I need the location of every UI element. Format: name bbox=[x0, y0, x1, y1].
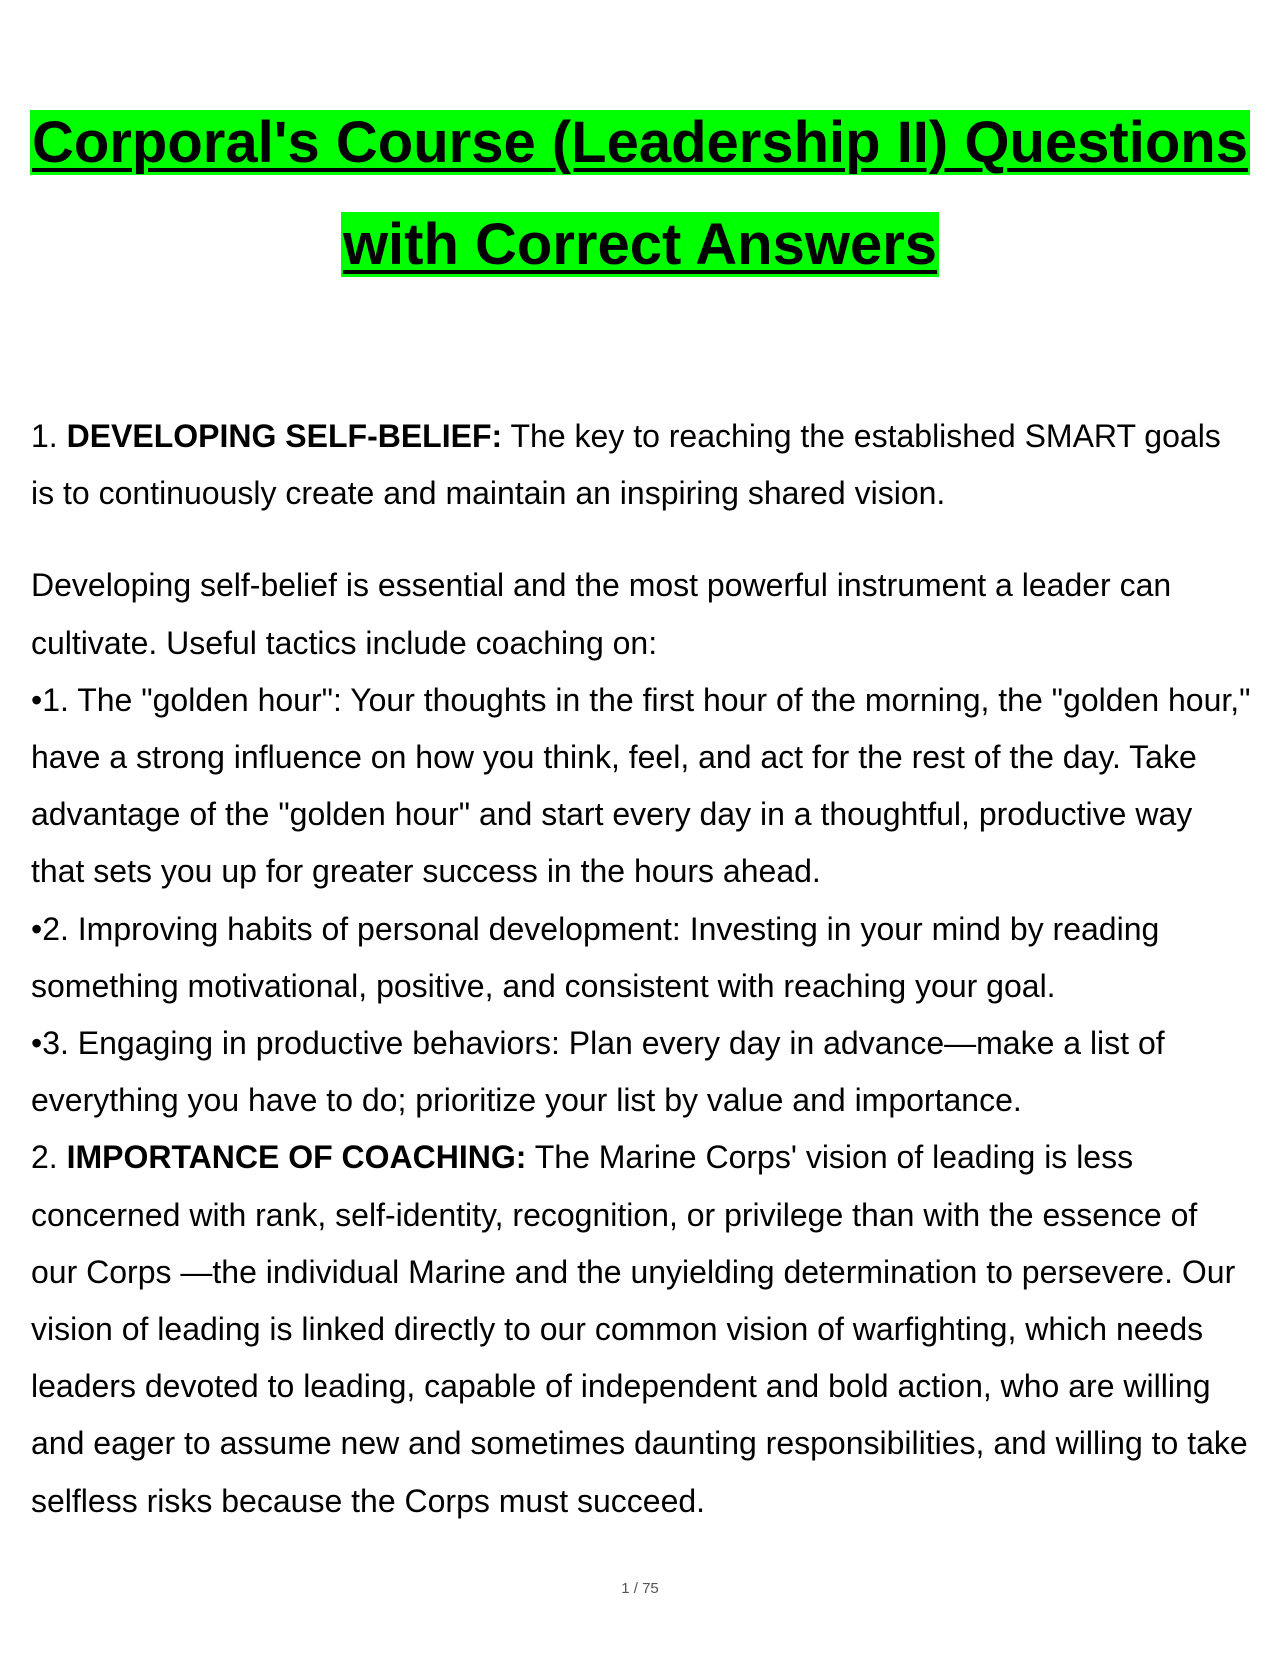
document-title-line-1 bbox=[0, 110, 1280, 176]
question-1-heading: DEVELOPING SELF-BELIEF: bbox=[66, 418, 503, 454]
title-text-2: with Correct Answers bbox=[342, 212, 938, 277]
question-1-answer: The key to reaching the established SMART goals is to continuously create and maintain an inspiring shared vision. bbox=[31, 418, 1221, 512]
question-1-detail-item-2: •2. Improving habits of personal development: Investing in your mind by reading something motivational, positive, and consistent with reaching your goal. bbox=[31, 910, 1160, 1004]
title-text-1: Corporal's Course (Leadership II) Questions bbox=[32, 110, 1248, 175]
document-body bbox=[31, 408, 1251, 1530]
question-1-detail-item-3: •3. Engaging in productive behaviors: Plan every day in advance—make a list of everything you have to do; prioritize your list by value and importance. bbox=[31, 1025, 1165, 1119]
question-2-heading: IMPORTANCE OF COACHING: bbox=[66, 1139, 527, 1176]
question-2-answer: The Marine Corps' vision of leading is less concerned with rank, self-identity, recognition, or privilege than with the essence of our Corps —the individual Marine and the unyielding determination to persevere. Our vision of leading is linked directly to our common vision of warfighting, which needs leaders devoted to leading, capable of independent and bold action, who are willing and eager to assume new and sometimes daunting responsibilities, and willing to take selfless risks because the Corps must succeed. bbox=[31, 1139, 1248, 1519]
question-1-number: 1. bbox=[31, 418, 58, 454]
question-2-number: 2. bbox=[31, 1139, 58, 1176]
question-1 bbox=[31, 408, 1251, 522]
question-2 bbox=[31, 1129, 1251, 1529]
question-1-detail-item-1: •1. The "golden hour": Your thoughts in the first hour of the morning, the "golden hour," have a strong influence on how you think, feel, and act for the rest of the day. Take advantage of the "golden hour" and start every day in a thoughtful, productive way that sets you up for greater success in the hours ahead. bbox=[31, 681, 1251, 890]
question-1-detail-intro: Developing self-belief is essential and the most powerful instrument a leader can cultivate. Useful tactics include coaching on: bbox=[31, 567, 1172, 661]
page-number: 1 / 75 bbox=[621, 1580, 659, 1597]
document-title-line-2 bbox=[0, 212, 1280, 278]
